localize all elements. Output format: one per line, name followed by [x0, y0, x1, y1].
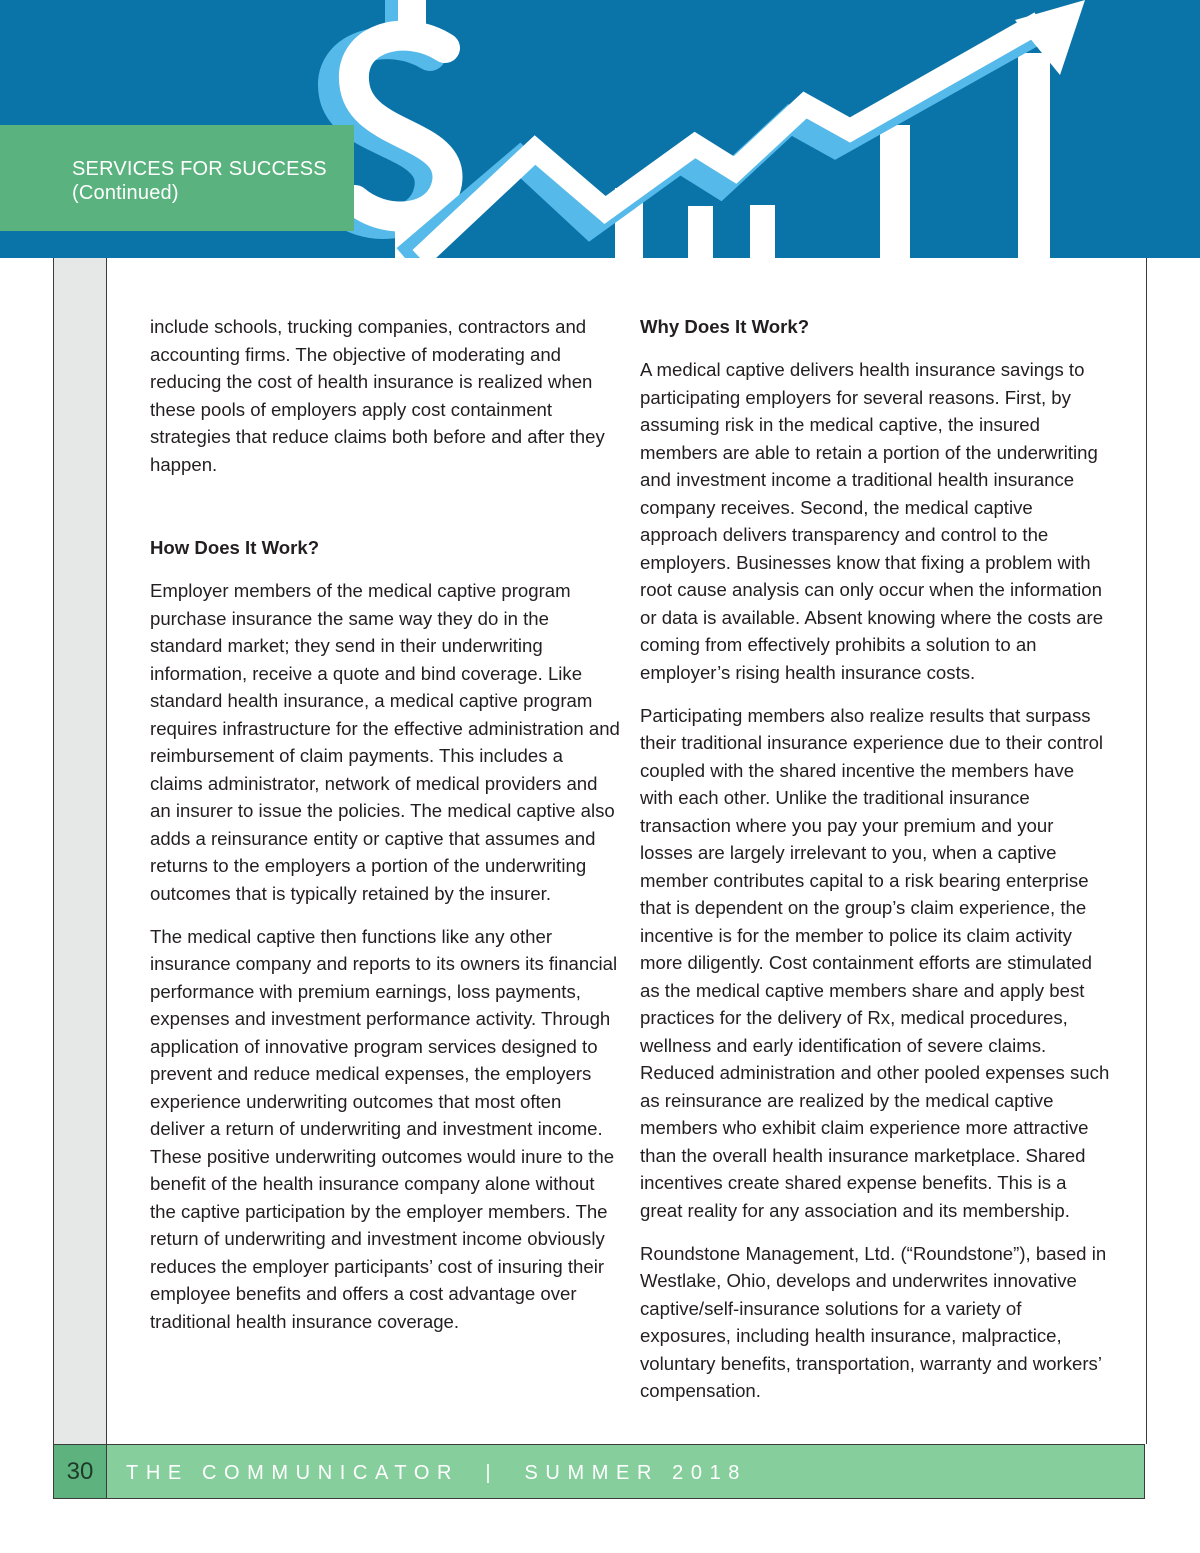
how-does-it-work-heading: How Does It Work?	[150, 537, 320, 558]
right-paragraph-2: Participating members also realize results that surpass their traditional insurance experience due to their control coupled with the shared incentive the members have with each other. Unlike the traditional insurance transaction where you pay your premium and your losses are largely irrelevant to you, when a captive member contributes capital to a risk bearing enterprise that is dependent on the group’s claim experience, the incentive is for the member to police its claim activity more diligently. Cost containment efforts are stimulated as the medical captive members share and apply best practices for the delivery of Rx, medical procedures, wellness and early identification of severe claims. Reduced administration and other pooled expenses such as reinsurance are realized by the medical captive members who exhibit claim experience more attractive than the overall health insurance marketplace. Shared incentives create shared expense benefits. This is a great reality for any association and its membership.	[640, 704, 1110, 1221]
right-paragraph-1: A medical captive delivers health insurance savings to participating employers for several reasons. First, by assuming risk in the medical captive, the insured members are able to retain a portion of the underwriting and investment income a traditional health insurance company receives. Second, the medical captive approach delivers transparency and control to the employers. Businesses know that fixing a problem with root cause analysis can only occur when the information or data is available. Absent knowing where the costs are coming from effectively prohibits a solution to an employer’s rising health insurance costs.	[640, 359, 1104, 683]
left-paragraph-1: include schools, trucking companies, contractors and accounting firms. The objective of moderating and reducing the cost of health insurance is realized when these pools of employers apply cost containment strategies that reduce claims both before and after they happen.	[150, 316, 605, 475]
left-paragraph-3: The medical captive then functions like any other insurance company and reports to its owners its financial performance with premium earnings, loss payments, expenses and investment performance activity. Through application of innovative program services designed to prevent and reduce medical expenses, the employers experience underwriting outcomes that most often deliver a return of underwriting and investment income. These positive underwriting outcomes would inure to the benefit of the health insurance company alone without the captive participation by the employer members. The return of underwriting and investment income obviously reduces the employer participants’ cost of insuring their employee benefits and offers a cost advantage over traditional health insurance coverage.	[150, 925, 618, 1332]
right-column	[640, 313, 1110, 1420]
left-column	[150, 313, 620, 1351]
left-paragraph-2: Employer members of the medical captive program purchase insurance the same way they do in the standard market; they send in their underwriting information, receive a quote and bind coverage. Like standard health insurance, a medical captive program requires infrastructure for the effective administration and reimbursement of claim payments. This includes a claims administrator, network of medical providers and an insurer to issue the policies. The medical captive also adds a reinsurance entity or captive that assumes and returns to the employers a portion of the underwriting outcomes that is typically retained by the insurer.	[150, 580, 620, 904]
section-title: SERVICES FOR SUCCESS	[72, 158, 327, 180]
page-number: 30	[54, 1445, 107, 1498]
why-does-it-work-heading: Why Does It Work?	[640, 316, 810, 337]
section-tab	[0, 125, 354, 231]
publication-title: THE COMMUNICATOR | SUMMER 2018	[126, 1462, 748, 1484]
side-bar	[54, 258, 107, 1444]
page-footer	[53, 1444, 1145, 1499]
right-paragraph-3: Roundstone Management, Ltd. (“Roundstone”), based in Westlake, Ohio, develops and underwrites innovative captive/self-insurance solutions for a variety of exposures, including health insurance, malpractice, voluntary benefits, transportation, warranty and workers’ compensation.	[640, 1242, 1107, 1401]
section-subtitle: (Continued)	[72, 182, 179, 204]
